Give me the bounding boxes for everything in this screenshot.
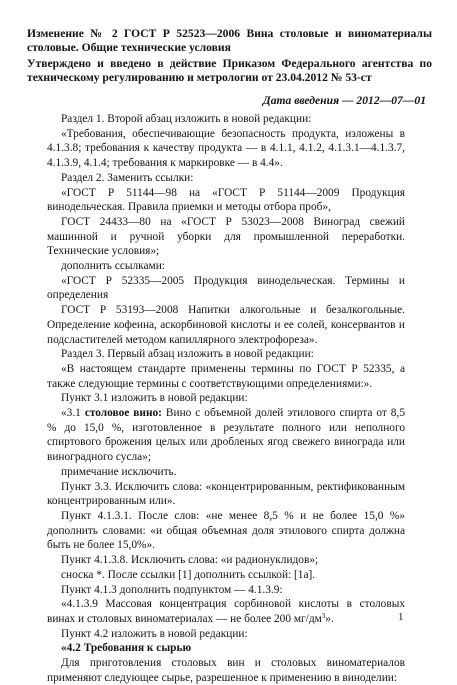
paragraph: Раздел 3. Первый абзац изложить в новой редакции: (61, 348, 314, 361)
definition-term: столовое вино: (84, 407, 162, 420)
paragraph: дополнить ссылками: (61, 260, 165, 273)
paragraph: ГОСТ 24433—80 на «ГОСТ Р 53023—2008 Виноград свежий машинной и ручной уборки для промышленной переработки. Технические условия»; (47, 215, 405, 258)
definition-text: Вино с объемной долей этилового спирта от 8,5 % до 15,0 %, изготовленное в результате полного или неполного спиртового брожения целых или дробленых ягод свежего винограда или виноградного сусла»; (47, 407, 405, 464)
unit-superscript: 3 (321, 611, 326, 620)
paragraph: Пункт 4.1.3.1. После слов: «не менее 8,5 % и не более 15,0 %» дополнить словами: «и общая объемная доля этилового спирта должна быть не более 15,0%». (47, 509, 405, 552)
definition-lead: «3.1 (61, 407, 85, 420)
paragraph: Пункт 4.1.3 дополнить подпунктом — 4.1.3.9: (61, 583, 283, 596)
paragraph: Пункт 4.2 изложить в новой редакции: (61, 627, 248, 640)
paragraph-definition (47, 406, 405, 465)
section-heading: «4.2 Требования к сырью (61, 642, 192, 655)
document-body (47, 112, 405, 685)
paragraph: Пункт 3.3. Исключить слова: «концентрированным, ректификованным концентрированным или». (47, 480, 405, 508)
approval-statement: Утверждено и введено в действие Приказом Федерального агентства по техническому регулированию и метрологии от 23.04.2012 № 53-ст (27, 57, 432, 84)
paragraph: ГОСТ Р 53193—2008 Напитки алкогольные и безалкогольные. Определение кофеина, аскорбиновой кислоты и ее солей, консервантов и подсластителей методом капиллярного электрофореза». (47, 304, 405, 346)
paragraph: Раздел 1. Второй абзац изложить в новой редакции: (61, 113, 312, 125)
effective-date: Дата введения — 2012—07—01 (262, 94, 426, 107)
paragraph: Пункт 3.1 изложить в новой редакции: (61, 392, 248, 405)
paragraph: примечание исключить. (61, 465, 177, 478)
paragraph: «Требования, обеспечивающие безопасность продукта, изложены в 4.1.3.8; требования к качеству продукта — в 4.1.1, 4.1.2, 4.1.3.1—4.1.3.7, 4.1.3.9, 4.1.4; требования к маркировке — в 4.4». (47, 127, 405, 170)
paragraph: сноска *. После ссылки [1] дополнить ссылкой: [1а]. (61, 568, 316, 581)
paragraph: «ГОСТ Р 52335—2005 Продукция винодельческая. Термины и определения (47, 274, 405, 302)
sorbic-acid-end: ». (325, 612, 334, 625)
paragraph: «ГОСТ Р 51144—98 на «ГОСТ Р 51144—2009 Продукция винодельческая. Правила приемки и методы отбора проб», (47, 186, 405, 214)
paragraph-sorbic-acid (47, 597, 405, 626)
sorbic-acid-text: «4.1.3.9 Массовая концентрация сорбиновой кислоты в столовых винах и столовых виноматериалах — не более 200 мг/дм (47, 598, 405, 625)
paragraph: Пункт 4.1.3.8. Исключить слова: «и радионуклидов»; (61, 554, 319, 567)
paragraph: Для приготовления столовых вин и столовых виноматериалов применяют следующее сырье, разрешенное к применению в виноделии: (47, 657, 405, 684)
paragraph: Раздел 2. Заменить ссылки: (61, 171, 194, 184)
page-number: 1 (398, 611, 404, 623)
amendment-title: Изменение № 2 ГОСТ Р 52523—2006 Вина столовые и виноматериалы столовые. Общие технические условия (27, 27, 432, 54)
paragraph: «В настоящем стандарте применены термины по ГОСТ Р 52335, а также следующие термины с соответствующими определениями:». (47, 362, 405, 390)
